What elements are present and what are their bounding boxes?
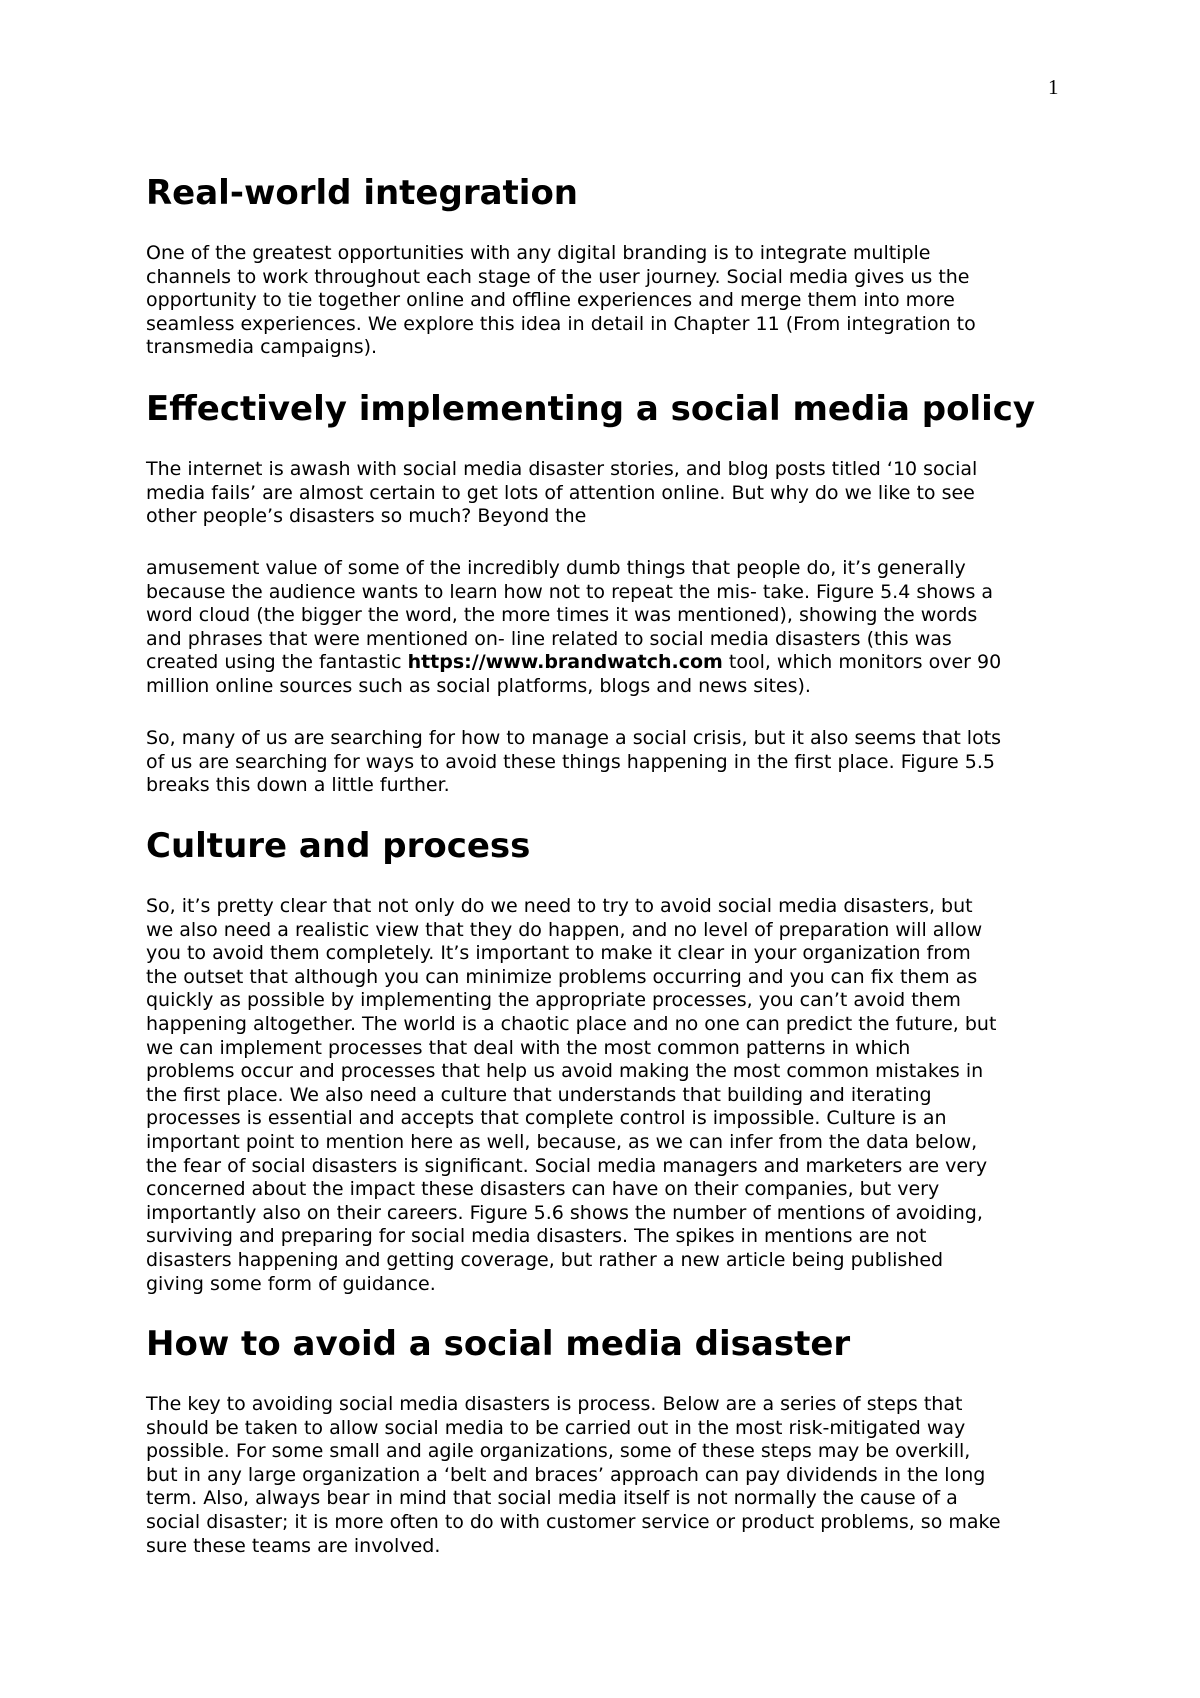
text-line: term. Also, always bear in mind that social media itself is not normally the cause of a xyxy=(146,1487,958,1510)
text-line: problems occur and processes that help us avoid making the most common mistakes in xyxy=(146,1060,984,1083)
text-line: sure these teams are involved. xyxy=(146,1534,441,1557)
text-line: possible. For some small and agile organizations, some of these steps may be overkill, xyxy=(146,1440,971,1463)
text-line: we also need a realistic view that they do happen, and no level of preparation will allow xyxy=(146,918,983,941)
text-line: surviving and preparing for social media disasters. The spikes in mentions are not xyxy=(146,1225,927,1248)
text-run: created using the fantastic xyxy=(146,651,408,674)
text-line-with-link xyxy=(146,651,1076,675)
text-line: million online sources such as social platforms, blogs and news sites). xyxy=(146,674,811,697)
text-line: The key to avoiding social media disasters is process. Below are a series of steps that xyxy=(146,1393,963,1415)
text-line: So, many of us are searching for how to manage a social crisis, but it also seems that lots xyxy=(146,727,1002,749)
brandwatch-link[interactable]: https://www.brandwatch.com xyxy=(407,651,723,674)
paragraph xyxy=(146,727,1076,798)
text-line: we can implement processes that deal with the most common patterns in which xyxy=(146,1036,911,1059)
text-line: word cloud (the bigger the word, the more times it was mentioned), showing the words xyxy=(146,604,978,627)
text-line: processes is essential and accepts that complete control is impossible. Culture is an xyxy=(146,1107,947,1130)
text-line: important point to mention here as well, because, as we can infer from the data below, xyxy=(146,1130,978,1153)
text-line: One of the greatest opportunities with any digital branding is to integrate multiple xyxy=(146,242,931,264)
text-line: and phrases that were mentioned on- line related to social media disasters (this was xyxy=(146,627,952,650)
section-heading: Real-world integration xyxy=(146,173,579,213)
page-number: 1 xyxy=(1048,75,1059,99)
paragraph xyxy=(146,458,1076,529)
text-line: opportunity to tie together online and offline experiences and merge them into more xyxy=(146,289,955,312)
text-line: the outset that although you can minimize problems occurring and you can fix them as xyxy=(146,965,978,988)
paragraph xyxy=(146,1393,1076,1558)
text-line: quickly as possible by implementing the appropriate processes, you can’t avoid them xyxy=(146,989,961,1012)
text-line: concerned about the impact these disasters can have on their companies, but very xyxy=(146,1178,940,1201)
text-line: So, it’s pretty clear that not only do we need to try to avoid social media disasters, but xyxy=(146,895,973,917)
paragraph xyxy=(146,242,1076,360)
text-line: The internet is awash with social media disaster stories, and blog posts titled ‘10 social xyxy=(146,458,978,480)
text-line: transmedia campaigns). xyxy=(146,336,378,359)
text-line: happening altogether. The world is a chaotic place and no one can predict the future, but xyxy=(146,1012,997,1035)
text-line: you to avoid them completely. It’s important to make it clear in your organization from xyxy=(146,942,971,965)
paragraph xyxy=(146,895,1076,1296)
text-line: the first place. We also need a culture that understands that building and iterating xyxy=(146,1083,932,1106)
text-run: tool, which monitors over 90 xyxy=(722,651,1002,674)
text-line: social disaster; it is more often to do with customer service or product problems, so make xyxy=(146,1510,1001,1533)
text-line: of us are searching for ways to avoid these things happening in the first place. Figure 5.5 xyxy=(146,750,995,773)
text-line: disasters happening and getting coverage, but rather a new article being published xyxy=(146,1248,944,1271)
text-line: should be taken to allow social media to be carried out in the most risk-mitigated way xyxy=(146,1416,966,1439)
text-line: but in any large organization a ‘belt and braces’ approach can pay dividends in the long xyxy=(146,1463,986,1486)
text-line: breaks this down a little further. xyxy=(146,774,450,797)
section-heading: Culture and process xyxy=(146,826,531,866)
section-heading: Effectively implementing a social media policy xyxy=(146,389,1036,429)
text-line: other people’s disasters so much? Beyond the xyxy=(146,505,587,528)
text-line: media fails’ are almost certain to get lots of attention online. But why do we like to see xyxy=(146,481,975,504)
paragraph xyxy=(146,557,1076,699)
text-line: giving some form of guidance. xyxy=(146,1272,436,1295)
text-line: importantly also on their careers. Figure 5.6 shows the number of mentions of avoiding, xyxy=(146,1201,983,1224)
text-line: because the audience wants to learn how not to repeat the mis- take. Figure 5.4 shows a xyxy=(146,580,994,603)
text-line: seamless experiences. We explore this idea in detail in Chapter 11 (From integration to xyxy=(146,312,976,335)
section-heading: How to avoid a social media disaster xyxy=(146,1324,851,1364)
text-line: the fear of social disasters is significant. Social media managers and marketers are very xyxy=(146,1154,988,1177)
text-line: amusement value of some of the incredibly dumb things that people do, it’s generally xyxy=(146,557,966,579)
text-line: channels to work throughout each stage of the user journey. Social media gives us the xyxy=(146,265,970,288)
